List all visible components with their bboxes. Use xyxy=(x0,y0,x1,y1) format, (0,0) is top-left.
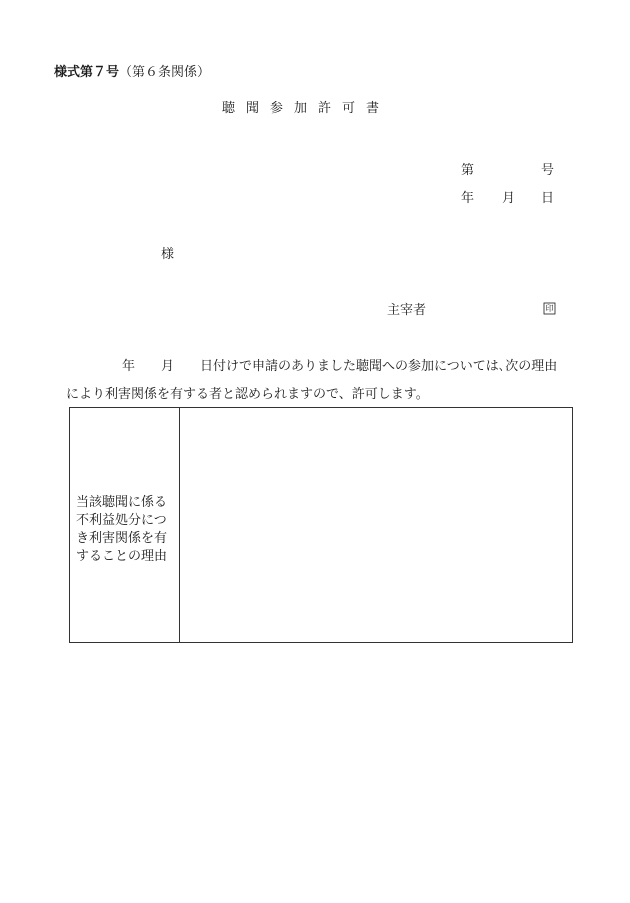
form-number-article: （第６条関係） xyxy=(119,65,211,80)
reason-label-line-4: することの理由 xyxy=(76,549,168,564)
organizer-label: 主宰者 xyxy=(387,303,427,318)
seal-label: 印 xyxy=(545,304,554,313)
reason-label-cell xyxy=(70,408,180,642)
body-month-label: 月 xyxy=(161,359,175,374)
date-year-label: 年 xyxy=(461,191,475,206)
document-title: 聴聞参加許可書 xyxy=(222,101,391,116)
body-line-1-text: 日付けで申請のありました聴聞への参加については､次の理由 xyxy=(200,359,558,374)
reason-label-line-3: き利害関係を有 xyxy=(76,531,168,546)
reason-table xyxy=(69,407,573,643)
form-number-main: 様式第７号 xyxy=(54,65,120,80)
addressee-honorific: 様 xyxy=(161,247,175,262)
reason-value-cell[interactable] xyxy=(180,408,572,642)
reason-label-line-1: 当該聴聞に係る xyxy=(76,495,168,510)
body-year-label: 年 xyxy=(122,359,136,374)
form-number xyxy=(54,66,210,79)
seal-mark xyxy=(543,302,556,315)
body-text-line-2: により利害関係を有する者と認められますので、許可します。 xyxy=(66,387,429,402)
body-text-line-1 xyxy=(122,360,557,373)
date-day-label: 日 xyxy=(541,191,555,206)
reason-label-line-2: 不利益処分につ xyxy=(76,513,167,528)
date-month-label: 月 xyxy=(502,191,516,206)
reason-label xyxy=(76,494,180,566)
reference-number-suffix: 号 xyxy=(541,163,555,178)
reference-number-prefix: 第 xyxy=(461,163,475,178)
